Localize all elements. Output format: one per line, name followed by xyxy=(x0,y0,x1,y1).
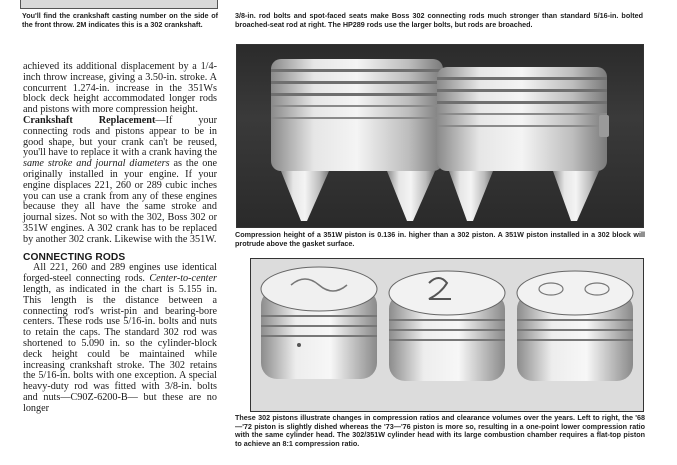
crankshaft-photo-caption: You'll find the crankshaft casting number on the side of the front throw. 2M indicates this is a 302 crankshaft. xyxy=(22,11,218,29)
piston-68-72 xyxy=(261,267,377,379)
section-heading: CONNECTING RODS xyxy=(23,251,126,263)
paragraph-text: as the one originally installed in your engine. If your engine displaces 221, 260 or 289 cubic inches you can use a crank from any of these engines because they all have the same stroke and journal sizes. Not so with the 302, Boss 302 or 351W engines. A 302 crank has to be replaced by another 302 crank. Likewise with the 351W. xyxy=(23,158,217,245)
paragraph-text: —If your connecting rods and pistons appear to be in good shape, but your crank can't be reused, you'll have to replace it with a crank having the xyxy=(23,114,217,159)
paragraph-text: All 221, 260 and 289 engines use identical forged-steel connecting rods. xyxy=(23,262,217,285)
piston-height-photo xyxy=(236,44,644,228)
paragraph-text: length, as indicated in the chart is 5.155 in. This length is the distance between a connecting rod's wrist-pin and bearing-bore centers. These rods use 5/16-in. bolts and nuts to retain the caps. The standard 302 rod was shortened to 5.090 in. so the cylinder-block deck height could be maintained while increasing crankshaft stroke. The 302 retains the 5/16-in. bolts with one exception. A special heavy-duty rod was fitted with 3/8-in. bolts and nuts—C90Z-6200-B— but these are no longer xyxy=(23,283,217,414)
piston-351w xyxy=(271,59,443,221)
paragraph-crankshaft-replacement xyxy=(23,116,217,246)
piston-302 xyxy=(437,67,609,221)
paragraph-connecting-rods xyxy=(23,263,217,414)
compression-height-caption: Compression height of a 351W piston is 0.136 in. higher than a 302 piston. A 351W piston installed in a 302 block will protrude above the gasket surface. xyxy=(235,230,645,248)
crankshaft-photo-edge xyxy=(20,0,218,9)
emphasis-text: same stroke and journal diameters xyxy=(23,158,170,170)
paragraph-stroke: achieved its additional displacement by a 1/4-inch throw increase, giving a 3.50-in. stroke. A concurrent 1.274-in. increase in the 351Ws block deck height accommodated longer rods and pistons with more compression height. xyxy=(23,61,217,116)
two-pistons-illustration xyxy=(237,45,643,227)
three-pistons-illustration xyxy=(251,259,643,411)
piston-302-351w-flat-top xyxy=(517,271,633,381)
piston-comparison-caption: These 302 pistons illustrate changes in compression ratios and clearance volumes over the years. Left to right, the '68—'72 piston is slightly dished whereas the '73—'76 piston is more so, resulting in a one-point lower compression ratio with the same cylinder head. The 302/351W cylinder head with its large combustion chamber requires a flat-top piston to achieve an 8:1 compression ratio. xyxy=(235,413,645,448)
connecting-rod-caption: 3/8-in. rod bolts and spot-faced seats make Boss 302 connecting rods much stronger than standard 5/16-in. bolted broached-seat rod at right. The HP289 rods use the larger bolts, but rods are broached. xyxy=(235,11,643,29)
piston-73-76 xyxy=(389,271,505,381)
run-in-heading: Crankshaft Replacement xyxy=(23,114,156,126)
emphasis-text: Center-to-center xyxy=(149,273,217,285)
piston-comparison-photo xyxy=(250,258,644,412)
body-text-left xyxy=(23,62,217,415)
